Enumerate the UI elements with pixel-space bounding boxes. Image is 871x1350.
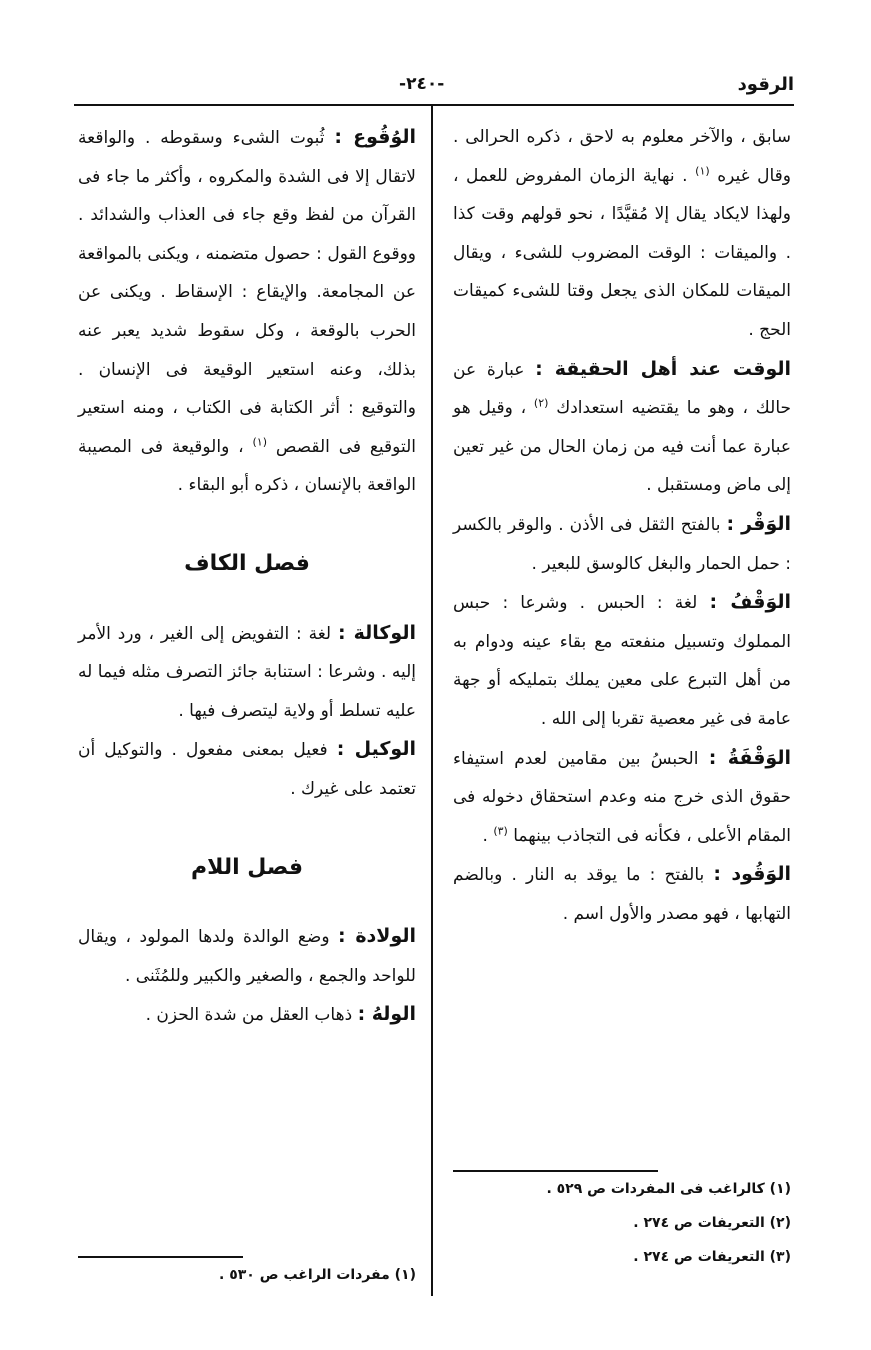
page-number: -٢٤٠- xyxy=(399,74,445,94)
left-footnotes xyxy=(78,1256,416,1292)
entry-waqud: الوَقُود : بالفتح : ما يوقد به النار . وبالضم التهابها ، فهو مصدر والأول اسم . xyxy=(453,863,791,924)
entry-walah: الولهُ : ذهاب العقل من شدة الحزن . xyxy=(145,1003,416,1026)
entry-headword: الوَقْفَةُ : xyxy=(708,746,791,769)
entry-waqr: الوَقْر : بالفتح الثقل فى الأذن . والوقر بالكسر : حمل الحمار والبغل كالوسق للبعير . xyxy=(453,512,791,574)
entry-headword: الوُقُوع : xyxy=(334,126,417,148)
footnote-ref: (٣) xyxy=(493,824,508,838)
entry-headword: الوَقْفُ : xyxy=(709,591,792,614)
entry-waqt-haqiqa: الوقت عند أهل الحقيقة : عبارة عن حالك ، وهو ما يقتضيه استعدادك $^{(٢)}$ ، وقيل هو عبارة عما أنت فيه من زمان الحال من غير تعين إلى ماض ومستقبل . xyxy=(453,357,792,496)
entry-wuqu: الوُقُوع : ثُبوت الشىء وسقوطه . والواقعة لاتقال إلا فى الشدة والمكروه ، وأكثر ما جاء فى القرآن من لفظ وقع جاء فى العذاب والشدائد . ووقوع القول : حصول متضمنه ، ويكنى بالمواقعة عن المجامعة. والإيقاع : الإسقاط . ويكنى عن الحرب بالوقعة ، وكل سقوط شديد يعبر عنه بذلك، وعنه استعير الوقيعة فى الإنسان . والتوقيع : أثر الكتابة فى الكتاب ، ومنه استعير التوقيع فى القصص $^{(١)}$ ، والوقيعة فى المصيبة الواقعة بالإنسان ، ذكره أبو البقاء . xyxy=(78,126,417,496)
entry-headword: الوَقُود : xyxy=(713,863,791,886)
entry-wilada: الولادة : وضع الوالدة ولدها المولود ، ويقال للواحد والجمع ، والصغير والكبير وللمُثَنى . xyxy=(78,925,417,986)
footnote: (١) كالراغب فى المفردات ص ٥٢٩ . xyxy=(546,1181,791,1197)
section-heading-kaf: فصل الكاف xyxy=(184,550,310,576)
footnote-ref: (١) xyxy=(695,163,710,177)
section-heading-lam: فصل اللام xyxy=(190,854,303,880)
footnote: (١) مفردات الراغب ص ٥٣٠ . xyxy=(219,1267,416,1283)
column-divider xyxy=(431,106,433,1296)
right-column xyxy=(453,118,791,933)
entry-headword: الوكالة : xyxy=(337,621,416,644)
entry-wakil: الوكيل : فعيل بمعنى مفعول . والتوكيل أن تعتمد على غيرك . xyxy=(78,738,416,799)
running-title: الرقود xyxy=(737,74,794,95)
header-rule xyxy=(74,104,794,106)
entry-waqf: الوَقْفُ : لغة : الحبس . وشرعا : حبس المملوك وتسبيل منفعته مع بقاء عينه ودوام به من أهل التبرع على معين يملك بتمليكه أو جهة عامة فى غير معصية تقربا إلى الله . xyxy=(453,591,792,729)
entry-waqfa: الوَقْفَةُ : الحبسُ بين مقامين لعدم استيفاء حقوق الذى خرج منه وعدم استحقاق دخوله فى المقام الأعلى ، فكأنه فى التجاذب بينهما $^{(٣)}$ . xyxy=(453,746,791,846)
footnote-ref: (١) xyxy=(252,435,267,449)
entry-wakala: الوكالة : لغة : التفويض إلى الغير ، ورد الأمر إليه . وشرعا : استنابة جائز التصرف مثله فيما له عليه تسلط أو ولاية ليتصرف فيها . xyxy=(78,621,416,721)
footnote: (٣) التعريفات ص ٢٧٤ . xyxy=(633,1249,791,1265)
entry-headword: الولهُ : xyxy=(357,1003,416,1026)
footnote: (٢) التعريفات ص ٢٧٤ . xyxy=(633,1215,791,1231)
right-footnotes xyxy=(453,1170,791,1274)
page-header xyxy=(74,66,794,106)
footnote-ref: (٢) xyxy=(533,396,549,410)
entry-headword: الولادة : xyxy=(338,925,417,948)
left-column xyxy=(78,118,416,1035)
entry-headword: الوَقْر : xyxy=(726,512,791,535)
entry-headword: الوكيل : xyxy=(336,738,416,761)
continuation-paragraph: سابق ، والآخر معلوم به لاحق ، ذكره الحرالى . وقال غيره $^{(١)}$ . نهاية الزمان المفروض للعمل ، ولهذا لايكاد يقال إلا مُقيَّدًا ، نحو قولهم وقت كذا . والميقات : الوقت المضروب للشىء ، ويقال الميقات للمكان الذى يجعل وقتا للشىء كميقات الحج . xyxy=(453,127,792,340)
entry-headword: الوقت عند أهل الحقيقة : xyxy=(535,357,792,380)
